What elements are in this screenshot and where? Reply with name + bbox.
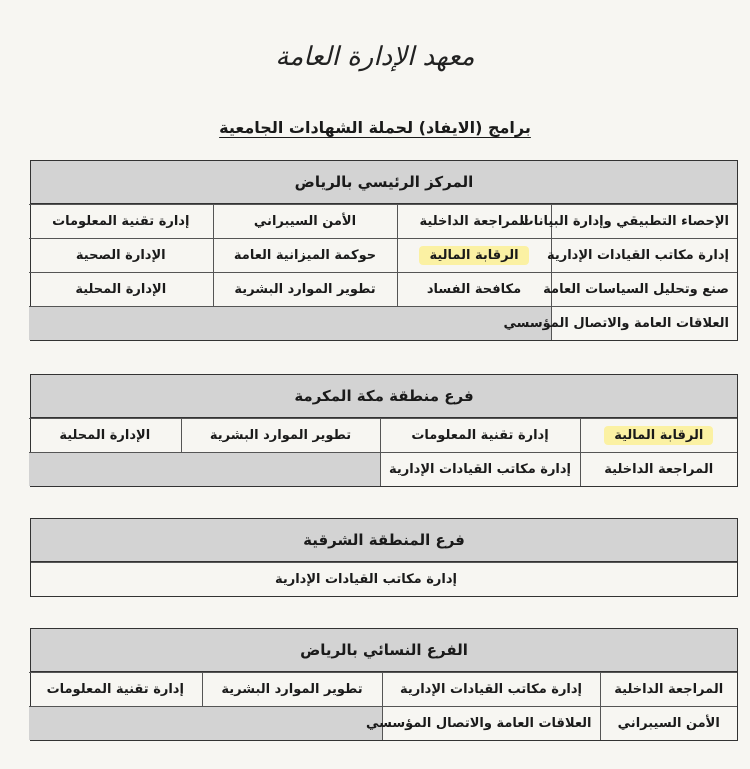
empty-cell xyxy=(29,707,382,741)
program-cell: تطوير الموارد البشرية xyxy=(181,419,380,453)
program-cell: الإدارة المحلية xyxy=(29,273,213,307)
table-row xyxy=(29,673,737,707)
section-title: الفرع النسائي بالرياض xyxy=(31,629,737,672)
program-cell: تطوير الموارد البشرية xyxy=(202,673,382,707)
section-makkah-branch xyxy=(30,374,738,487)
table-row xyxy=(29,239,737,273)
document-subtitle xyxy=(0,118,750,137)
table-row xyxy=(29,419,737,453)
program-cell: العلاقات العامة والاتصال المؤسسي xyxy=(551,307,737,341)
program-cell: إدارة تقنية المعلومات xyxy=(29,673,202,707)
table-row xyxy=(29,307,737,341)
table-row xyxy=(29,453,737,487)
highlight-mark: الرقابة المالية xyxy=(419,246,528,265)
programs-table xyxy=(31,562,737,596)
program-cell: إدارة تقنية المعلومات xyxy=(29,205,213,239)
section-riyadh-main xyxy=(30,160,738,341)
program-cell: إدارة مكاتب القيادات الإدارية xyxy=(31,563,737,597)
program-cell: حوكمة الميزانية العامة xyxy=(213,239,397,273)
program-cell: المراجعة الداخلية xyxy=(397,205,551,239)
program-cell-highlighted xyxy=(397,239,551,273)
section-women-branch-riyadh xyxy=(30,628,738,741)
section-eastern-branch xyxy=(30,518,738,597)
program-cell: الإدارة الصحية xyxy=(29,239,213,273)
program-cell: الإحصاء التطبيقي وإدارة البيانات xyxy=(551,205,737,239)
subtitle-text: برامج (الايفاد) لحملة الشهادات الجامعية xyxy=(219,118,531,137)
program-cell: الأمن السيبراني xyxy=(213,205,397,239)
institute-logo: معهد الإدارة العامة xyxy=(275,42,475,72)
program-cell: إدارة مكاتب القيادات الإدارية xyxy=(382,673,600,707)
program-cell-highlighted xyxy=(580,419,737,453)
table-row xyxy=(29,707,737,741)
table-row xyxy=(29,273,737,307)
program-cell: مكافحة الفساد xyxy=(397,273,551,307)
programs-table xyxy=(29,204,737,340)
empty-cell xyxy=(29,453,380,487)
programs-table xyxy=(29,418,737,486)
program-cell: صنع وتحليل السياسات العامة xyxy=(551,273,737,307)
section-title: فرع المنطقة الشرقية xyxy=(31,519,737,562)
program-cell: العلاقات العامة والاتصال المؤسسي xyxy=(382,707,600,741)
section-title: فرع منطقة مكة المكرمة xyxy=(31,375,737,418)
table-row xyxy=(31,563,737,597)
program-cell: المراجعة الداخلية xyxy=(580,453,737,487)
program-cell: إدارة تقنية المعلومات xyxy=(380,419,580,453)
program-cell: إدارة مكاتب القيادات الإدارية xyxy=(380,453,580,487)
program-cell: المراجعة الداخلية xyxy=(600,673,737,707)
section-title: المركز الرئيسي بالرياض xyxy=(31,161,737,204)
program-cell: الإدارة المحلية xyxy=(29,419,181,453)
highlight-mark: الرقابة المالية xyxy=(604,426,713,445)
program-cell: إدارة مكاتب القيادات الإدارية xyxy=(551,239,737,273)
program-cell: تطوير الموارد البشرية xyxy=(213,273,397,307)
empty-cell xyxy=(29,307,551,341)
table-row xyxy=(29,205,737,239)
program-cell: الأمن السيبراني xyxy=(600,707,737,741)
programs-table xyxy=(29,672,737,740)
